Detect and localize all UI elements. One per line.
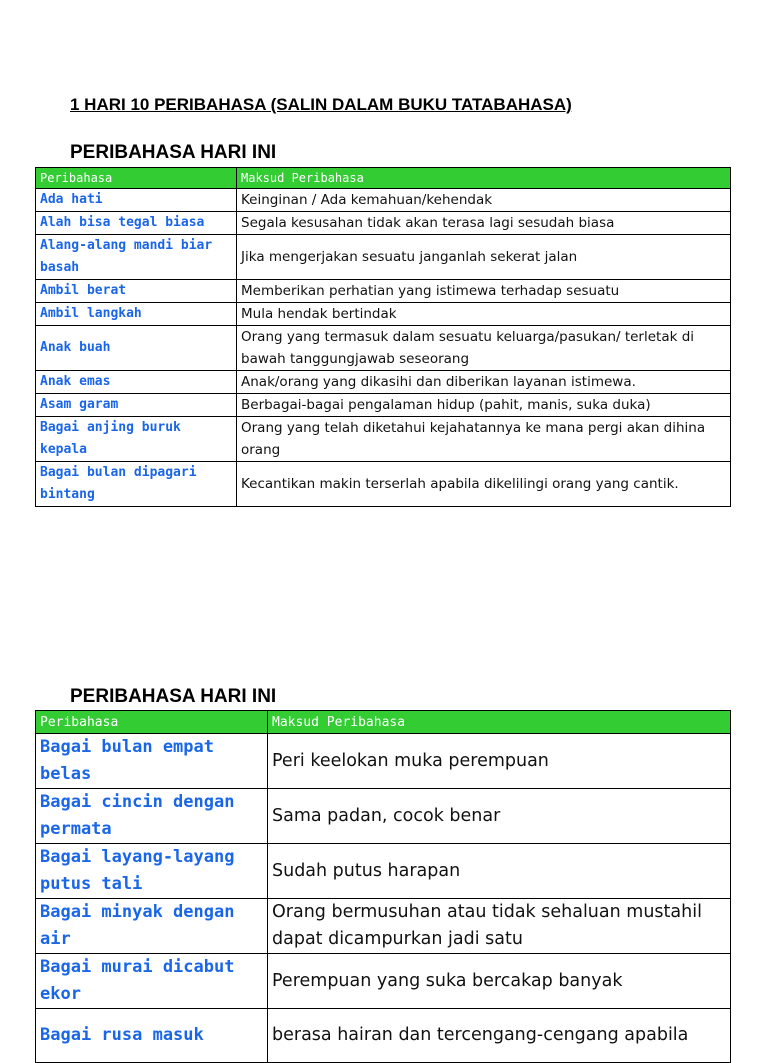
header-maksud: Maksud Peribahasa [268,711,731,734]
peribahasa-term: Alang-alang mandi biar basah [36,235,237,280]
table-header-row [36,711,731,734]
table-row [36,899,731,954]
table-row [36,235,731,280]
peribahasa-meaning: Orang bermusuhan atau tidak sehaluan mustahil dapat dicampurkan jadi satu [268,899,731,954]
table-row [36,212,731,235]
peribahasa-term: Bagai bulan dipagari bintang [36,462,237,507]
peribahasa-term: Bagai rusa masuk [36,1009,268,1063]
section-title-2: PERIBAHASA HARI INI [70,686,277,707]
table-row [36,326,731,371]
peribahasa-meaning: Jika mengerjakan sesuatu janganlah sekerat jalan [237,235,731,280]
table-row [36,303,731,326]
peribahasa-term: Asam garam [36,394,237,417]
table-row [36,1009,731,1063]
peribahasa-term: Bagai murai dicabut ekor [36,954,268,1009]
peribahasa-meaning: Berbagai-bagai pengalaman hidup (pahit, manis, suka duka) [237,394,731,417]
table-body [36,189,731,507]
peribahasa-term: Bagai minyak dengan air [36,899,268,954]
table-row [36,394,731,417]
table-row [36,462,731,507]
page-heading: 1 HARI 10 PERIBAHASA (SALIN DALAM BUKU TATABAHASA) [70,95,572,114]
table-row [36,371,731,394]
table-row [36,954,731,1009]
table-row [36,189,731,212]
peribahasa-term: Bagai bulan empat belas [36,734,268,789]
peribahasa-meaning: Kecantikan makin terserlah apabila dikelilingi orang yang cantik. [237,462,731,507]
section-title-1: PERIBAHASA HARI INI [70,142,277,163]
table-body [36,734,731,1063]
header-maksud: Maksud Peribahasa [237,168,731,189]
peribahasa-meaning: Segala kesusahan tidak akan terasa lagi sesudah biasa [237,212,731,235]
peribahasa-meaning: Memberikan perhatian yang istimewa terhadap sesuatu [237,280,731,303]
peribahasa-meaning: Keinginan / Ada kemahuan/kehendak [237,189,731,212]
header-peribahasa: Peribahasa [36,711,268,734]
peribahasa-meaning: Sama padan, cocok benar [268,789,731,844]
peribahasa-table-1 [35,167,731,507]
peribahasa-table-2 [35,710,731,1063]
table-row [36,844,731,899]
peribahasa-term: Bagai anjing buruk kepala [36,417,237,462]
table-row [36,417,731,462]
table-row [36,789,731,844]
table-header-row [36,168,731,189]
table-row [36,280,731,303]
peribahasa-meaning: Anak/orang yang dikasihi dan diberikan layanan istimewa. [237,371,731,394]
peribahasa-term: Anak emas [36,371,237,394]
header-peribahasa: Peribahasa [36,168,237,189]
peribahasa-term: Anak buah [36,326,237,371]
peribahasa-meaning: Peri keelokan muka perempuan [268,734,731,789]
peribahasa-meaning: Mula hendak bertindak [237,303,731,326]
peribahasa-term: Bagai layang-layang putus tali [36,844,268,899]
peribahasa-meaning: Perempuan yang suka bercakap banyak [268,954,731,1009]
table-row [36,734,731,789]
peribahasa-meaning: Sudah putus harapan [268,844,731,899]
peribahasa-meaning: Orang yang telah diketahui kejahatannya ke mana pergi akan dihina orang [237,417,731,462]
peribahasa-meaning: berasa hairan dan tercengang-cengang apabila [268,1009,731,1063]
peribahasa-term: Bagai cincin dengan permata [36,789,268,844]
peribahasa-term: Ambil langkah [36,303,237,326]
peribahasa-meaning: Orang yang termasuk dalam sesuatu keluarga/pasukan/ terletak di bawah tanggungjawab seseorang [237,326,731,371]
peribahasa-term: Ambil berat [36,280,237,303]
peribahasa-term: Ada hati [36,189,237,212]
peribahasa-term: Alah bisa tegal biasa [36,212,237,235]
